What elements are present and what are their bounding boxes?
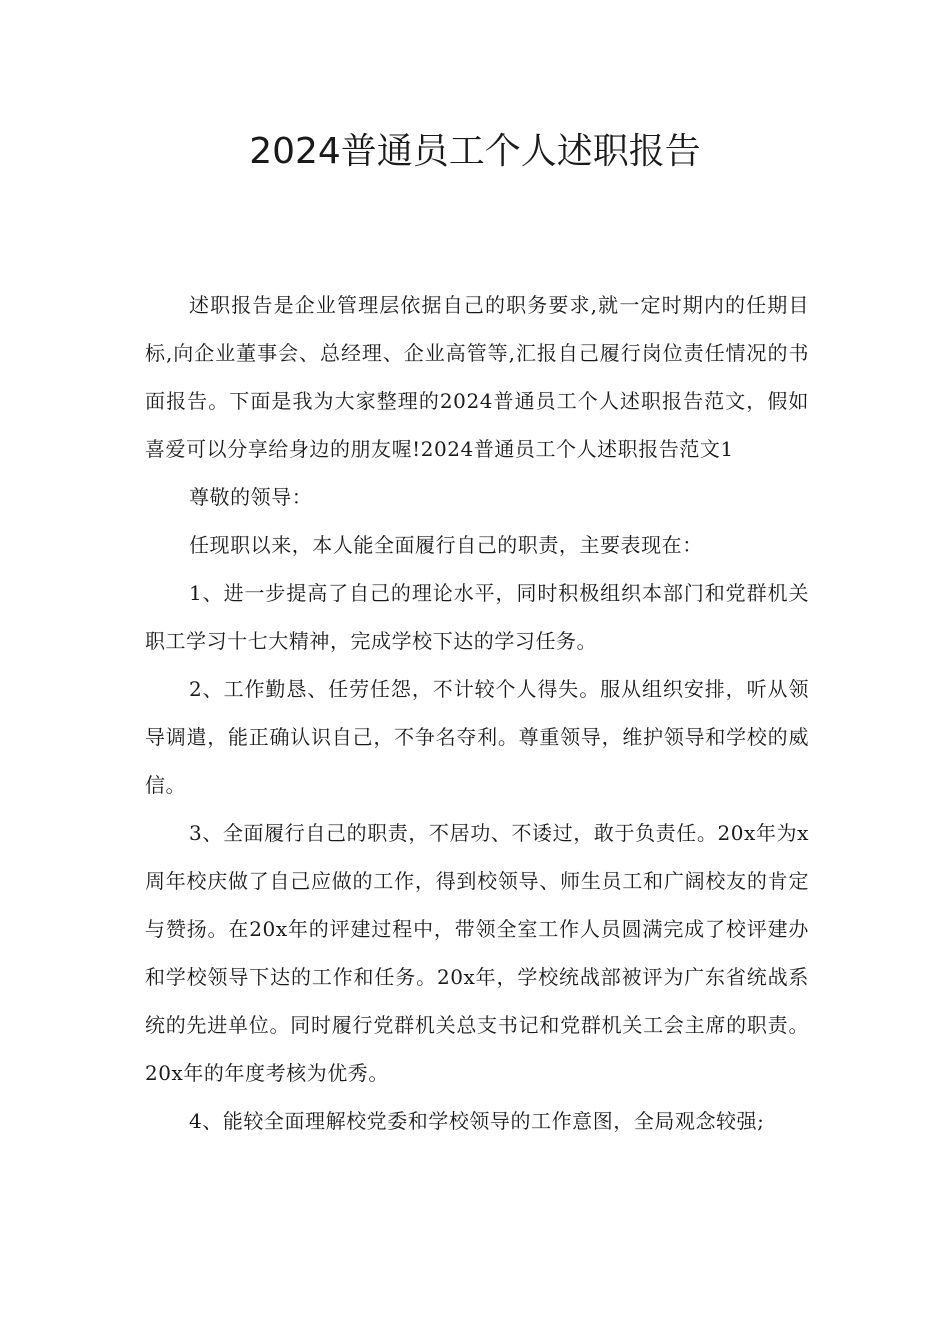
paragraph-item-4: 4、能较全面理解校党委和学校领导的工作意图，全局观念较强;: [189, 1109, 765, 1133]
paragraph-item-1: 1、进一步提高了自己的理论水平，同时积极组织本部门和党群机关职工学习十七大精神，完成学校下达的学习任务。: [145, 581, 809, 653]
document-body: [145, 281, 809, 1145]
document-title: 2024普通员工个人述职报告: [249, 131, 701, 172]
paragraph-overview: 任现职以来，本人能全面履行自己的职责，主要表现在：: [189, 533, 703, 557]
paragraph-salutation: 尊敬的领导：: [189, 485, 313, 509]
paragraph-intro: 述职报告是企业管理层依据自己的职务要求,就一定时期内的任期目标,向企业董事会、总经理、企业高管等,汇报自己履行岗位责任情况的书面报告。下面是我为大家整理的2024普通员工个人述职报告范文，假如喜爱可以分享给身边的朋友喔!2024普通员工个人述职报告范文1: [145, 293, 809, 461]
paragraph-item-3: 3、全面履行自己的职责，不居功、不诿过，敢于负责任。20x年为x周年校庆做了自己应做的工作，得到校领导、师生员工和广阔校友的肯定与赞扬。在20x年的评建过程中，带领全室工作人员圆满完成了校评建办和学校领导下达的工作和任务。20x年，学校统战部被评为广东省统战系统的先进单位。同时履行党群机关总支书记和党群机关工会主席的职责。20x年的年度考核为优秀。: [145, 821, 809, 1085]
paragraph-item-2: 2、工作勤恳、任劳任怨，不计较个人得失。服从组织安排，听从领导调遣，能正确认识自己，不争名夺利。尊重领导，维护领导和学校的威信。: [145, 677, 809, 797]
